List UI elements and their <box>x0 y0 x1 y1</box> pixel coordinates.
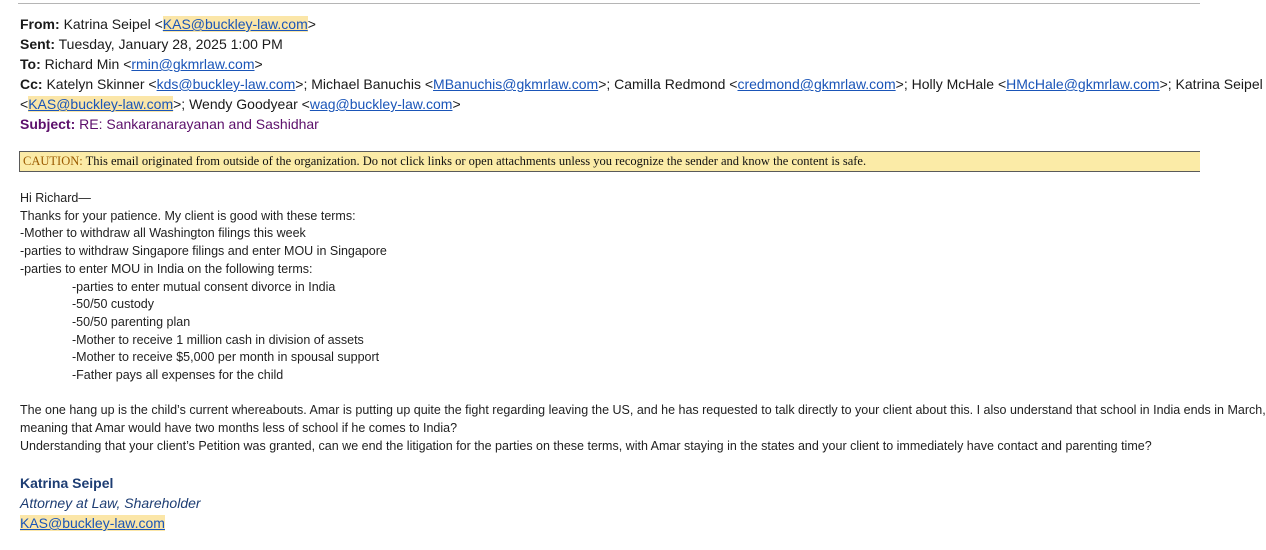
subterm-item: -parties to enter mutual consent divorce in India <box>72 279 336 294</box>
subterm-item: -Mother to receive 1 million cash in division of assets <box>72 332 364 347</box>
to-close: > <box>254 56 263 72</box>
from-label: From: <box>20 16 60 32</box>
sent-label: Sent: <box>20 36 55 52</box>
signature-title: Attorney at Law, Shareholder <box>20 495 201 511</box>
subterm-item: -50/50 parenting plan <box>72 314 191 329</box>
email-header <box>20 14 1263 134</box>
caution-label: CAUTION: <box>23 154 83 168</box>
term-item: -Mother to withdraw all Washington filings this week <box>20 226 306 241</box>
cc-name: Katelyn Skinner < <box>46 76 157 92</box>
term-item: -parties to withdraw Singapore filings and enter MOU in Singapore <box>20 244 387 259</box>
to-line <box>20 54 1200 74</box>
cc-email-link[interactable]: wag@buckley-law.com <box>309 96 453 112</box>
subterm-item: -Mother to receive $5,000 per month in spousal support <box>72 350 380 365</box>
caution-text: This email originated from outside of the organization. Do not click links or open attachments unless you recognize the sender and know the content is safe. <box>85 154 867 168</box>
cc-line-continued <box>20 94 1200 114</box>
paragraph-line: Understanding that your client’s Petition was granted, can we end the litigation for the parties on these terms, with Amar staying in the states and your client to immediately have contact and parenting time? <box>20 438 1152 453</box>
cc-email-link[interactable]: KAS@buckley-law.com <box>28 96 174 112</box>
cc-close: > <box>452 96 461 112</box>
cc-email-link[interactable]: MBanuchis@gkmrlaw.com <box>433 76 599 92</box>
from-close: > <box>307 16 316 32</box>
term-item: -parties to enter MOU in India on the following terms: <box>20 261 313 276</box>
cc-name: >; Katrina Seipel <box>1159 76 1263 92</box>
cc-email-link[interactable]: credmond@gkmrlaw.com <box>737 76 896 92</box>
subterm-item: -50/50 custody <box>72 297 154 312</box>
from-email-link[interactable]: KAS@buckley-law.com <box>162 16 308 32</box>
from-line <box>20 14 1200 34</box>
cc-line <box>20 74 1263 94</box>
email-body <box>20 190 1266 456</box>
cc-name: >; Wendy Goodyear < <box>173 96 310 112</box>
subject-value: RE: Sankaranarayanan and Sashidhar <box>79 116 319 132</box>
subterm-item: -Father pays all expenses for the child <box>72 368 284 383</box>
intro-text: Thanks for your patience. My client is good with these terms: <box>20 208 356 223</box>
signature-email-link[interactable]: KAS@buckley-law.com <box>20 515 165 531</box>
to-email-link[interactable]: rmin@gkmrlaw.com <box>131 56 255 72</box>
cc-name: >; Holly McHale < <box>895 76 1007 92</box>
cc-label: Cc: <box>20 76 43 92</box>
to-label: To: <box>20 56 41 72</box>
sent-line <box>20 34 1200 54</box>
subject-line <box>20 114 1200 134</box>
signature-block <box>20 473 201 533</box>
cc-email-link[interactable]: HMcHale@gkmrlaw.com <box>1006 76 1160 92</box>
from-name: Katrina Seipel < <box>63 16 163 32</box>
top-divider <box>18 3 1200 4</box>
to-name: Richard Min < <box>44 56 132 72</box>
sent-value: Tuesday, January 28, 2025 1:00 PM <box>58 36 283 52</box>
caution-banner <box>19 151 1200 172</box>
cc-name: >; Camilla Redmond < <box>598 76 738 92</box>
cc-name: >; Michael Banuchis < <box>295 76 434 92</box>
cc-open: < <box>20 96 29 112</box>
subject-label: Subject: <box>20 116 76 132</box>
signature-name: Katrina Seipel <box>20 475 114 491</box>
greeting: Hi Richard— <box>20 191 91 205</box>
paragraph-line: The one hang up is the child’s current whereabouts. Amar is putting up quite the fight regarding leaving the US, and he has requested to talk directly to your client about this. I also understand that school in India ends in March, <box>20 403 1266 418</box>
cc-email-link[interactable]: kds@buckley-law.com <box>156 76 296 92</box>
paragraph-line: meaning that Amar would have two months less of school if he comes to India? <box>20 421 458 436</box>
